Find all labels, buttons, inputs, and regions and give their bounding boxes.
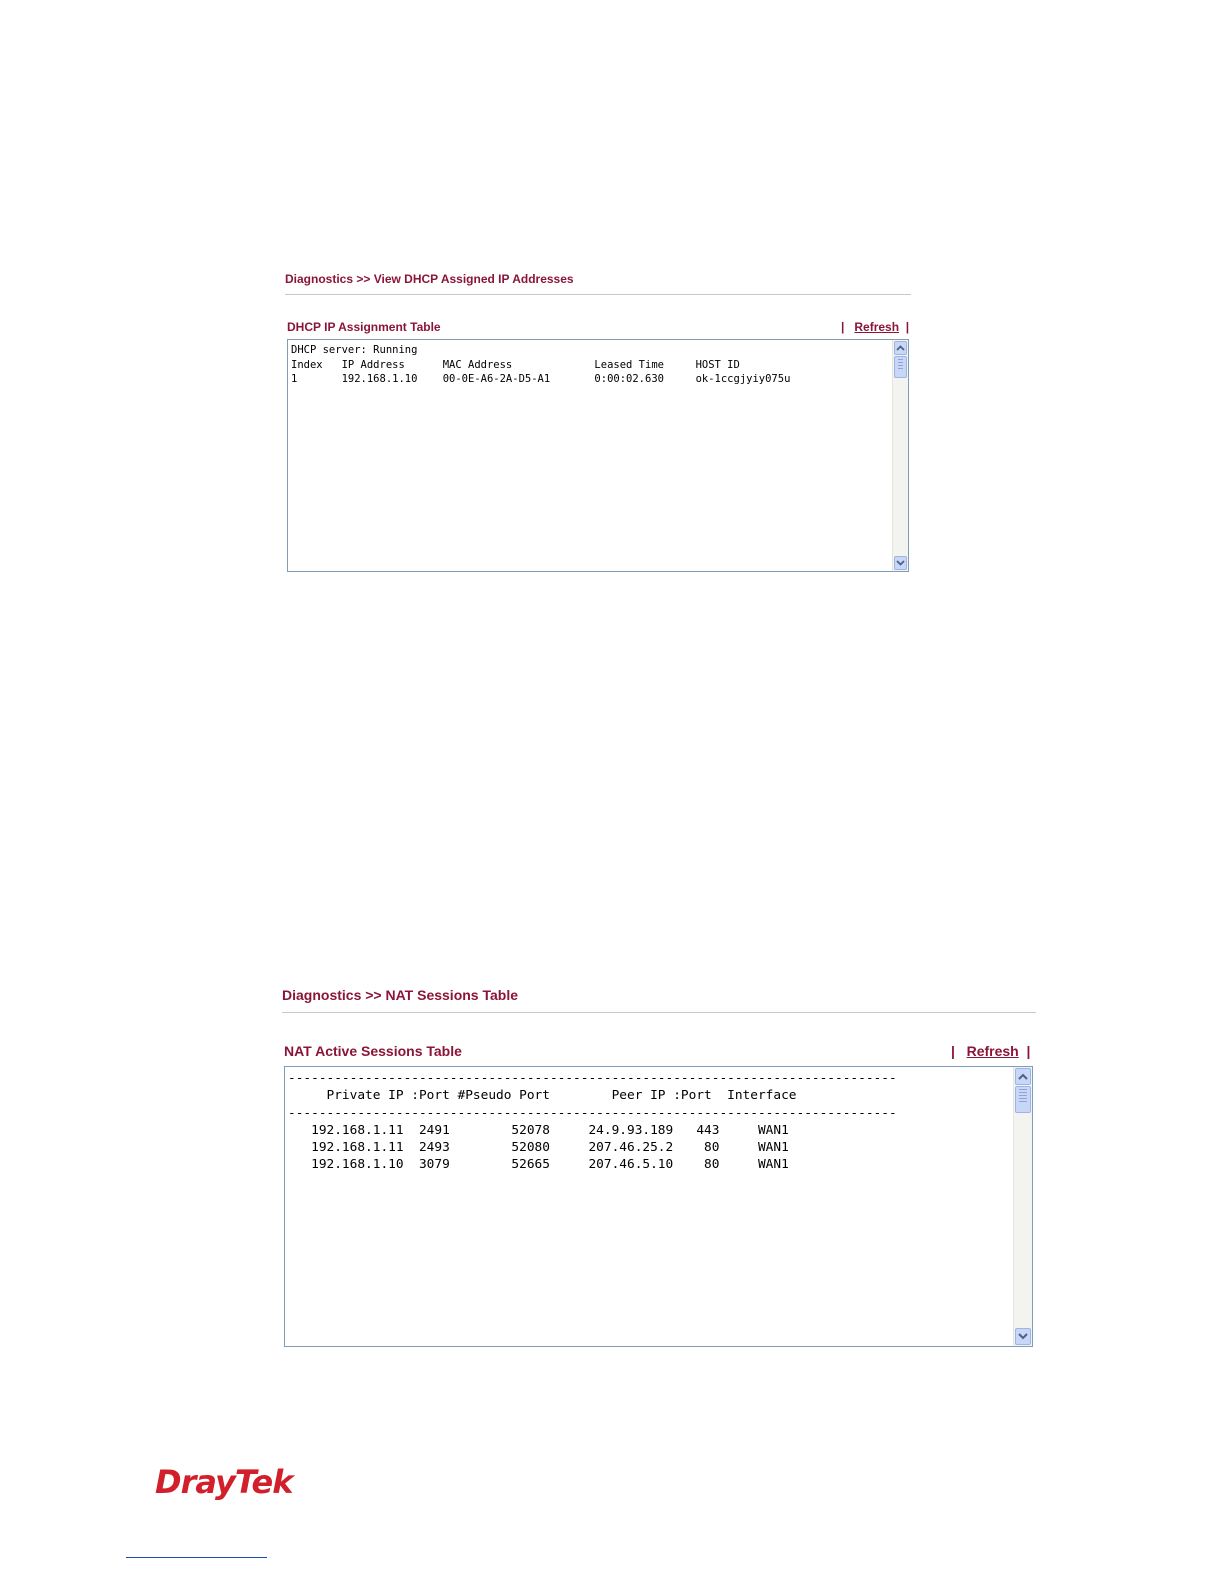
nat-scrollbar[interactable] <box>1013 1067 1032 1346</box>
nat-table-content <box>288 1070 897 1174</box>
nat-breadcrumb: Diagnostics >> NAT Sessions Table <box>282 987 518 1003</box>
nat-scroll-down-icon[interactable] <box>1015 1328 1031 1345</box>
nat-table-line: 192.168.1.10 3079 52665 207.46.5.10 80 WAN1 <box>288 1157 789 1173</box>
dhcp-scroll-thumb[interactable] <box>894 356 907 378</box>
dhcp-scroll-up-icon[interactable] <box>894 341 907 355</box>
nat-separator-left: | <box>951 1043 955 1059</box>
draytek-logo: DrayTek <box>155 1463 293 1501</box>
dhcp-table-line: 1 192.168.1.10 00-0E-A6-2A-D5-A1 0:00:02.630 ok-1ccgjyiy075u <box>291 373 791 385</box>
dhcp-refresh-bar <box>841 320 909 334</box>
nat-scroll-up-icon[interactable] <box>1015 1068 1031 1085</box>
nat-divider <box>282 1012 1036 1013</box>
nat-table-textarea[interactable] <box>284 1066 1033 1347</box>
nat-separator-right: | <box>1026 1043 1031 1059</box>
nat-table-line: ------------------------------------------------------------------------------- <box>288 1071 897 1086</box>
dhcp-separator-right: | <box>905 320 910 334</box>
nat-refresh-link[interactable]: Refresh <box>966 1043 1019 1059</box>
dhcp-table-content <box>291 343 790 387</box>
dhcp-table-textarea[interactable] <box>287 339 909 572</box>
nat-table-line: Private IP :Port #Pseudo Port Peer IP :Port Interface <box>288 1088 797 1104</box>
dhcp-scroll-down-icon[interactable] <box>894 556 907 570</box>
dhcp-scrollbar[interactable] <box>892 340 908 571</box>
dhcp-table-line: Index IP Address MAC Address Leased Time HOST ID <box>291 358 740 371</box>
dhcp-breadcrumb: Diagnostics >> View DHCP Assigned IP Addresses <box>285 272 574 286</box>
nat-table-line: 192.168.1.11 2491 52078 24.9.93.189 443 WAN1 <box>288 1122 789 1138</box>
nat-table-line: ------------------------------------------------------------------------------- <box>288 1105 897 1121</box>
dhcp-refresh-link[interactable]: Refresh <box>854 320 900 334</box>
footer-line <box>126 1557 267 1558</box>
dhcp-table-line: DHCP server: Running <box>291 344 418 356</box>
nat-scroll-thumb[interactable] <box>1015 1086 1031 1113</box>
nat-table-title: NAT Active Sessions Table <box>284 1043 462 1059</box>
dhcp-separator-left: | <box>841 320 845 334</box>
nat-refresh-bar <box>951 1043 1030 1059</box>
dhcp-divider <box>285 294 911 295</box>
nat-table-line: 192.168.1.11 2493 52080 207.46.25.2 80 WAN1 <box>288 1140 789 1156</box>
dhcp-table-title: DHCP IP Assignment Table <box>287 320 441 334</box>
